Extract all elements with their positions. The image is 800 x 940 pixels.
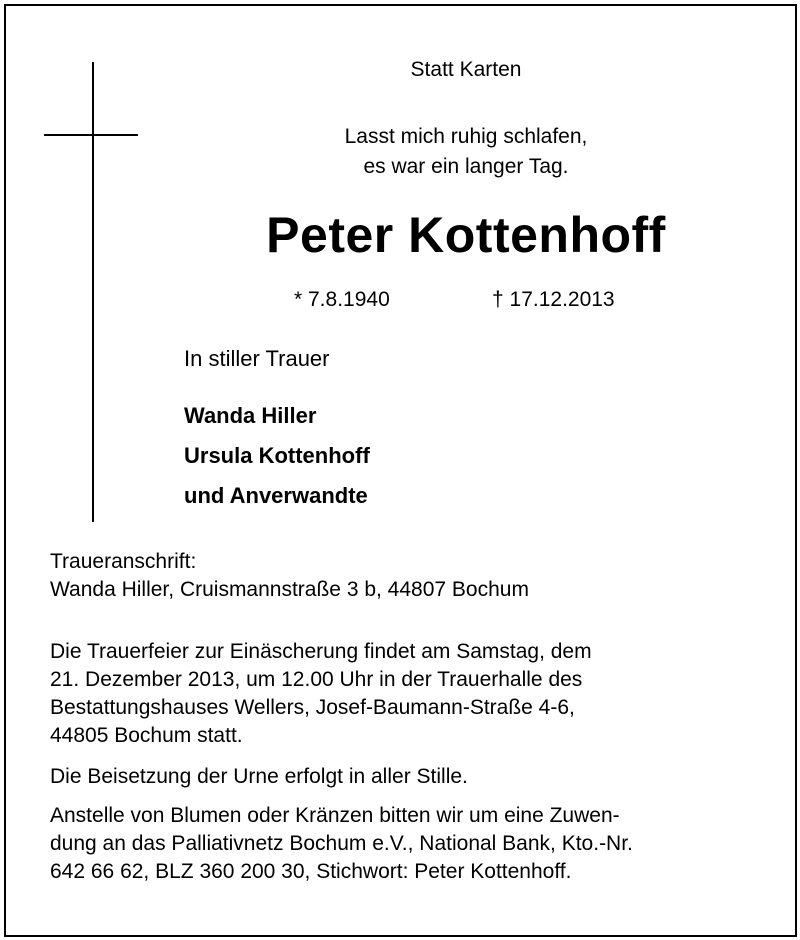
birth-date: * 7.8.1940 — [294, 288, 390, 311]
mourner-name: und Anverwandte — [184, 483, 368, 508]
mourner-name: Ursula Kottenhoff — [184, 443, 370, 468]
donation-info — [50, 802, 770, 886]
donation-line: 642 66 62, BLZ 360 200 30, Stichwort: Peter Kottenhoff. — [50, 860, 572, 883]
ceremony-line: 21. Dezember 2013, um 12.00 Uhr in der Trauerhalle des — [50, 668, 583, 691]
motto-line: es war ein langer Tag. — [363, 155, 569, 178]
ceremony-info — [50, 638, 770, 750]
motto — [186, 122, 746, 182]
cross-icon-bar — [44, 134, 138, 136]
motto-line: Lasst mich ruhig schlafen, — [344, 125, 588, 148]
mourning-address — [50, 548, 770, 604]
death-date: † 17.12.2013 — [492, 288, 615, 311]
mourner-name: Wanda Hiller — [184, 403, 317, 428]
ceremony-line: Die Trauerfeier zur Einäscherung findet am Samstag, dem — [50, 640, 592, 663]
address-text: Wanda Hiller, Cruismannstraße 3 b, 44807 Bochum — [50, 578, 529, 601]
address-label: Traueranschrift: — [50, 550, 197, 573]
burial-info — [50, 763, 770, 791]
mourners-list — [184, 396, 370, 516]
mourning-intro: In stiller Trauer — [184, 346, 330, 371]
cross-icon — [92, 62, 94, 522]
ceremony-line: 44805 Bochum statt. — [50, 724, 243, 747]
donation-line: Anstelle von Blumen oder Kränzen bitten wir um eine Zuwen- — [50, 804, 620, 827]
deceased-name: Peter Kottenhoff — [266, 207, 666, 263]
obituary-notice — [4, 4, 797, 937]
burial-line: Die Beisetzung der Urne erfolgt in aller Stille. — [50, 765, 468, 788]
donation-line: dung an das Palliativnetz Bochum e.V., National Bank, Kto.-Nr. — [50, 832, 633, 855]
ceremony-line: Bestattungshauses Wellers, Josef-Baumann-Straße 4-6, — [50, 696, 575, 719]
notice-header: Statt Karten — [410, 58, 522, 81]
